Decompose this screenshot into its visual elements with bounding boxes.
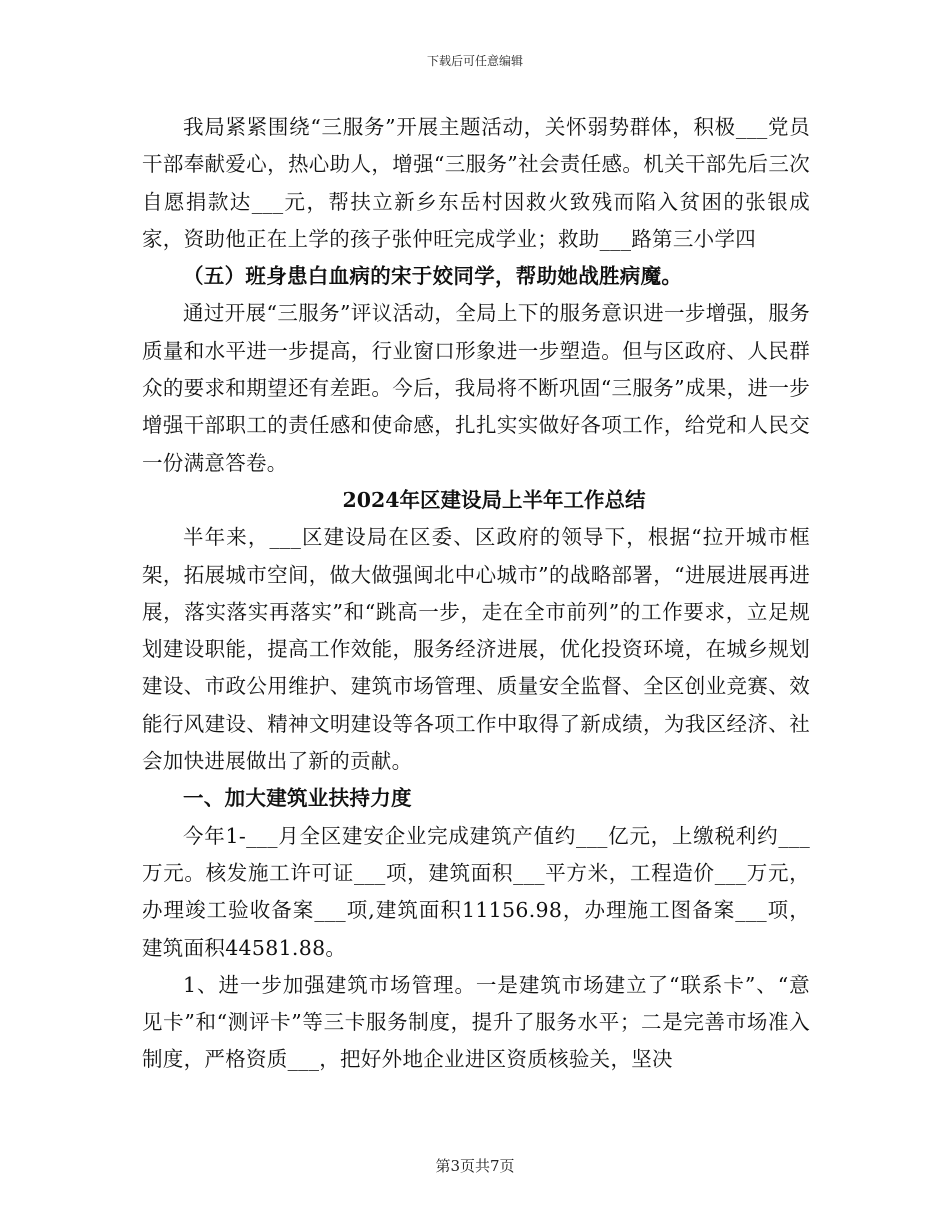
page-header-note: 下载后可任意编辑 <box>426 54 523 68</box>
paragraph-market-management: 1、进一步加强建筑市场管理。一是建筑市场建立了“联系卡”、“意见卡”和“测评卡”等三卡服务制度，提升了服务水平；二是完善市场准入制度，严格资质___，把好外地企业进区资质核验关，坚决 <box>142 972 810 1072</box>
paragraph-class-five-student: （五）班身患白血病的宋于姣同学，帮助她战胜病魔。 <box>183 264 683 289</box>
paragraph-half-year-overview: 半年来，___区建设局在区委、区政府的领导下，根据“拉开城市框架，拓展城市空间，做大做强闽北中心城市”的战略部署，“进展进展再进展，落实落实再落实”和“跳高一步，走在全市前列”的工作要求，立足规划建设职能，提高工作效能，服务经济进展，优化投资环境，在城乡规划建设、市政公用维护、建筑市场管理、质量安全监督、全区创业竞赛、效能行风建设、精神文明建设等各项工作中取得了新成绩，为我区经济、社会加快进展做出了新的贡献。 <box>142 525 810 774</box>
section-heading-construction-support: 一、加大建筑业扶持力度 <box>183 786 412 811</box>
document-title: 2024年区建设局上半年工作总结 <box>342 487 646 512</box>
document-body <box>142 109 810 1079</box>
paragraph-charity-activities: 我局紧紧围绕“三服务”开展主题活动，关怀弱势群体，积极___党员干部奉献爱心，热心助人，增强“三服务”社会责任感。机关干部先后三次自愿捐款达___元，帮扶立新乡东岳村因救火致残而陷入贫困的张银成家，资助他正在上学的孩子张仲旺完成学业；救助___路第三小学四 <box>142 115 810 251</box>
paragraph-service-evaluation: 通过开展“三服务”评议活动，全局上下的服务意识进一步增强，服务质量和水平进一步提高，行业窗口形象进一步塑造。但与区政府、人民群众的要求和期望还有差距。今后，我局将不断巩固“三服务”成果，进一步增强干部职工的责任感和使命感，扎扎实实做好各项工作，给党和人民交一份满意答卷。 <box>142 301 810 475</box>
page-number: 第3页共7页 <box>435 1157 515 1175</box>
paragraph-construction-statistics: 今年1-___月全区建安企业完成建筑产值约___亿元，上缴税利约___万元。核发施工许可证___项，建筑面积___平方米，工程造价___万元，办理竣工验收备案___项,建筑面积11156.98，办理施工图备案___项，建筑面积44581.88。 <box>142 823 810 960</box>
